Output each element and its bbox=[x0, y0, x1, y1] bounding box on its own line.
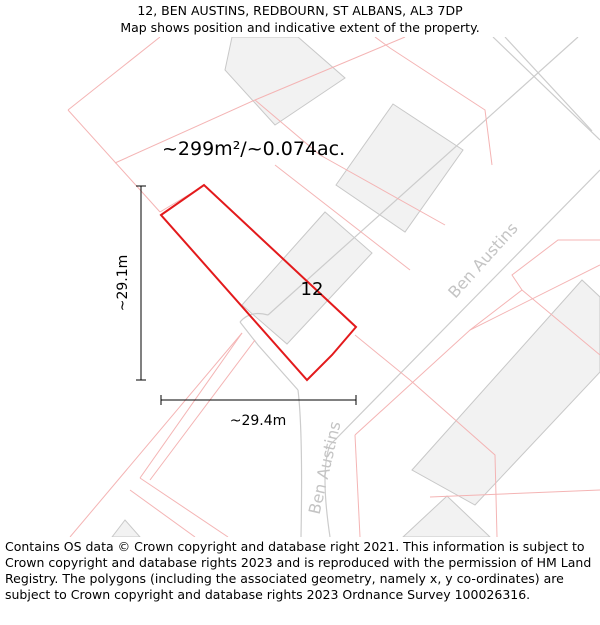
street-name-label: Ben Austins bbox=[444, 218, 522, 302]
house-number-label: 12 bbox=[300, 279, 324, 300]
parcel-line bbox=[512, 240, 600, 290]
copyright-notice: Contains OS data © Crown copyright and database right 2021. This information is subject to Crown copyright and database rights 2023 and is reproduced with the permission of HM Land Registry. The polygons (including the associated geometry, namely x, y co-ordinates) are subject to Crown copyright and database rights 2023 Ordnance Survey 100026316. bbox=[5, 539, 592, 602]
parcel-line bbox=[68, 110, 160, 212]
property-map[interactable] bbox=[0, 37, 600, 537]
parcel-line bbox=[355, 435, 360, 537]
parcel-line bbox=[150, 340, 255, 480]
parcel-line bbox=[140, 333, 242, 478]
building bbox=[412, 280, 600, 505]
street-name-label: Ben Austins bbox=[304, 419, 345, 517]
parcel-line bbox=[68, 37, 160, 110]
parcel-line bbox=[140, 478, 228, 537]
width-measure-label: ~29.4m bbox=[229, 413, 287, 429]
map-canvas bbox=[0, 37, 600, 537]
height-measure-label: ~29.1m bbox=[115, 254, 131, 312]
parcel-line bbox=[130, 490, 195, 537]
parcel-line bbox=[70, 333, 242, 537]
property-address: 12, BEN AUSTINS, REDBOURN, ST ALBANS, AL3 7DP bbox=[137, 3, 463, 18]
building bbox=[225, 37, 345, 125]
road-edge bbox=[493, 37, 600, 140]
road-edge bbox=[298, 390, 302, 537]
map-header bbox=[0, 0, 600, 39]
building bbox=[336, 104, 463, 232]
road-edge bbox=[505, 37, 592, 131]
map-subtitle: Map shows position and indicative extent of the property. bbox=[120, 20, 480, 35]
parcel-line bbox=[355, 335, 410, 380]
area-label: ~299m²/~0.074ac. bbox=[162, 138, 346, 160]
building bbox=[112, 520, 140, 537]
